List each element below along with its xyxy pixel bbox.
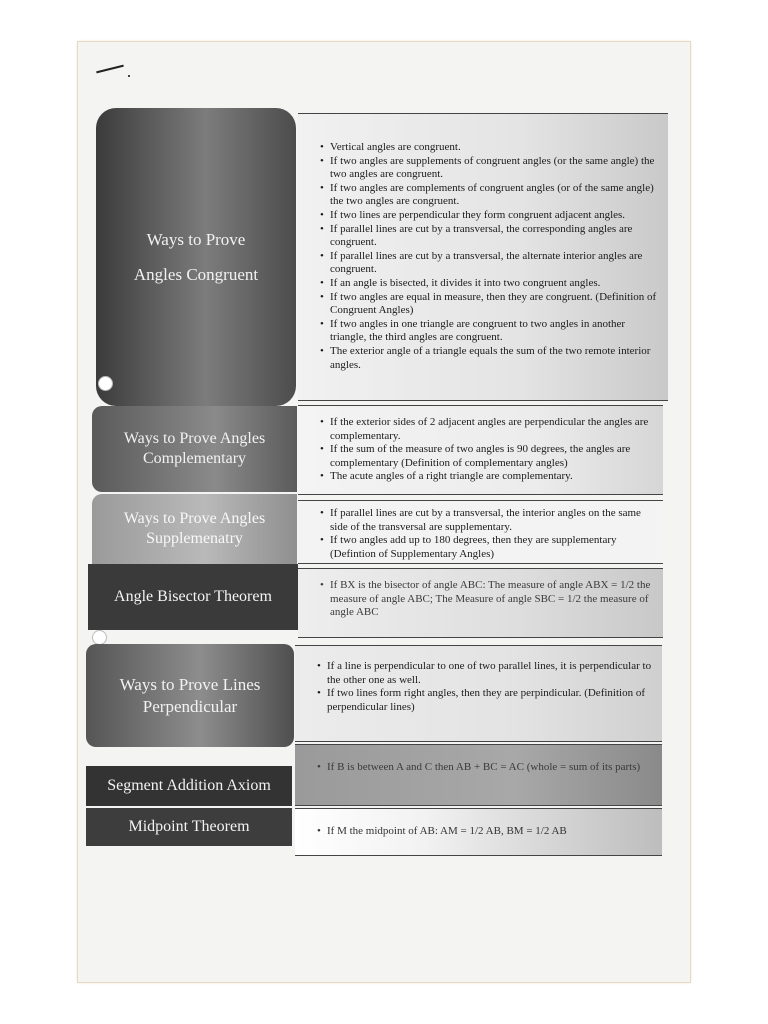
title-line: Midpoint Theorem: [128, 818, 250, 835]
title-line: Angles Congruent: [133, 265, 259, 284]
bullet-item: • If BX is the bisector of angle ABC: The measure of angle ABX = 1/2 the measure of angle ABC; The Measure of angle SBC = 1/2 the measure of angle ABC: [330, 579, 657, 620]
title-line: Ways to Prove Angles: [123, 430, 266, 447]
bullet-item: • If parallel lines are cut by a transversal, the corresponding angles are congruent.: [330, 223, 662, 250]
bullet-item: • If a line is perpendicular to one of two parallel lines, it is perpendicular to the other one as well.: [327, 660, 656, 687]
section-title-lines-perpendicular: [86, 644, 294, 747]
bullet-item: • If two angles are complements of congruent angles (or of the same angle) the two angles are congruent.: [330, 182, 662, 209]
bullet-item: • The exterior angle of a triangle equals the sum of the two remote interior angles.: [330, 345, 662, 372]
bullet-item: • If B is between A and C then AB + BC = AC (whole = sum of its parts): [327, 761, 656, 775]
bullet-item: • If two angles are equal in measure, then they are congruent. (Definition of Congruent Angles): [330, 291, 662, 318]
bullet-list: [305, 660, 656, 714]
bullet-item: • If two lines form right angles, then they are perpindicular. (Definition of perpendicular lines): [327, 687, 656, 714]
pen-dot: [128, 75, 130, 77]
section-content-angles-complementary: [298, 405, 663, 495]
bullet-item: • If M the midpoint of AB: AM = 1/2 AB, BM = 1/2 AB: [327, 825, 656, 839]
section-title-angles-congruent: [96, 108, 296, 406]
bullet-item: • The acute angles of a right triangle are complementary.: [330, 470, 657, 484]
bullet-list: [308, 141, 662, 372]
title-line: Ways to Prove Angles: [123, 510, 266, 527]
bullet-item: • If two angles in one triangle are congruent to two angles in another triangle, the third angles are congruent.: [330, 318, 662, 345]
section-title-segment-addition: [86, 766, 292, 806]
section-content-segment-addition: [295, 744, 662, 806]
section-title-midpoint: [86, 808, 292, 846]
section-content-angles-supplementary: [298, 500, 663, 564]
title-line: Ways to Prove: [146, 229, 246, 249]
title-line: Ways to Prove Lines: [119, 675, 261, 695]
bullet-list: [308, 579, 657, 620]
bullet-list: [308, 416, 657, 484]
bullet-item: • If an angle is bisected, it divides it into two congruent angles.: [330, 277, 662, 291]
bullet-list: [305, 825, 656, 839]
section-content-midpoint: [295, 808, 662, 856]
punch-hole: [92, 630, 107, 645]
title-line: Supplemenatry: [146, 530, 243, 547]
section-content-angles-congruent: [298, 113, 668, 401]
bullet-list: [305, 761, 656, 775]
bullet-item: • If two angles add up to 180 degrees, then they are supplementary (Defintion of Supplementary Angles): [330, 534, 657, 561]
bullet-item: • If two angles are supplements of congruent angles (or the same angle) the two angles are congruent.: [330, 155, 662, 182]
bullet-item: • If the exterior sides of 2 adjacent angles are perpendicular the angles are complementary.: [330, 416, 657, 443]
bullet-item: • Vertical angles are congruent.: [330, 141, 662, 155]
bullet-item: • If parallel lines are cut by a transversal, the interior angles on the same side of the transversal are supplementary.: [330, 507, 657, 534]
bullet-item: • If parallel lines are cut by a transversal, the alternate interior angles are congruent.: [330, 250, 662, 277]
bullet-item: • If the sum of the measure of two angles is 90 degrees, the angles are complementary (Definition of complementary angles): [330, 443, 657, 470]
title-line: Complementary: [142, 450, 247, 467]
title-line: Segment Addition Axiom: [107, 777, 271, 794]
section-content-angle-bisector: [298, 568, 663, 638]
title-line: Angle Bisector Theorem: [114, 588, 272, 605]
bullet-item: • If two lines are perpendicular they form congruent adjacent angles.: [330, 209, 662, 223]
section-title-angle-bisector: [88, 564, 298, 630]
section-content-lines-perpendicular: [295, 645, 662, 742]
section-title-angles-supplementary: [92, 494, 297, 564]
bullet-list: [308, 507, 657, 561]
punch-hole: [98, 376, 113, 391]
title-line: Perpendicular: [142, 696, 238, 716]
section-title-angles-complementary: [92, 406, 297, 492]
